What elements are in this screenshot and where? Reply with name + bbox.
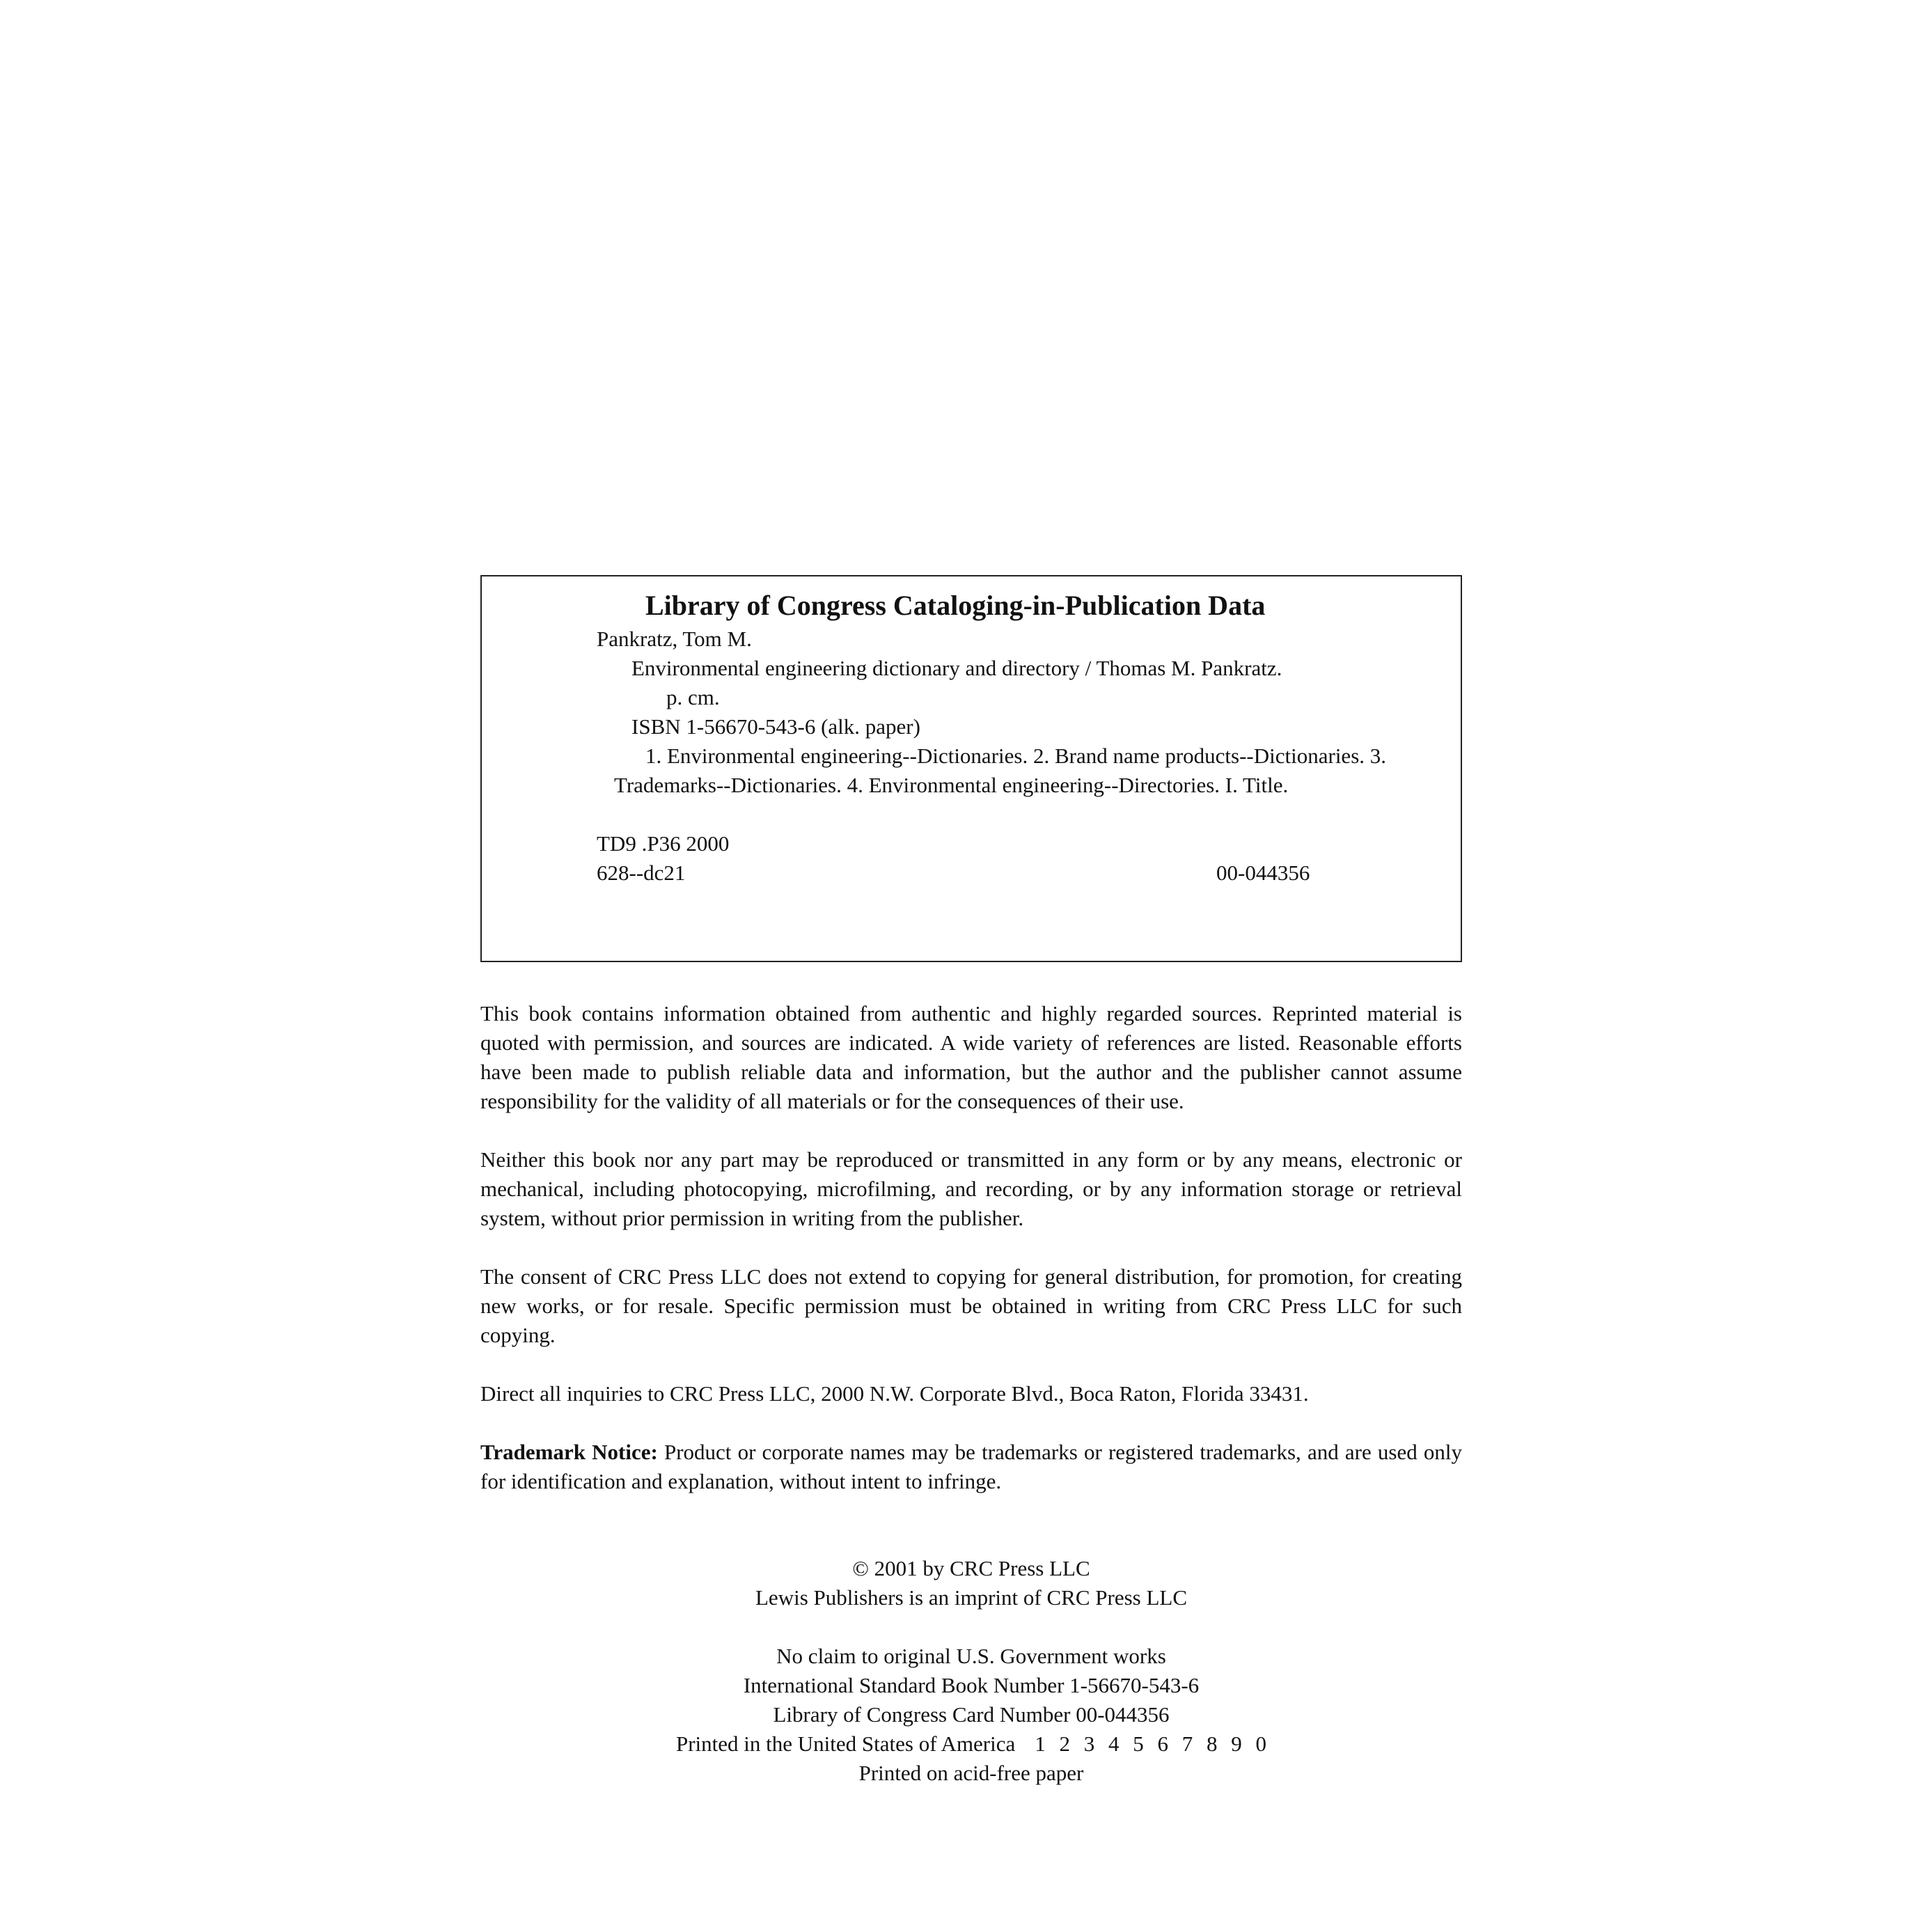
no-claim-line: No claim to original U.S. Government works (776, 1644, 1166, 1668)
isbn-line: International Standard Book Number 1-56670-543-6 (743, 1673, 1200, 1697)
legal-paragraph-sources: This book contains information obtained from authentic and highly regarded sources. Reprinted material is quoted with permission, and sources are indicated. A wide variety of references are listed. Reasonable efforts have been made to publish reliable data and information, but the author and the publisher cannot assume responsibility for the validity of all materials or for the consequences of their use. (480, 1001, 1462, 1113)
print-line-numbers: 1 2 3 4 5 6 7 8 9 0 (1035, 1731, 1267, 1756)
cip-collation: p. cm. (666, 685, 720, 709)
cip-dewey: 628--dc21 (597, 861, 686, 885)
legal-paragraph-inquiries: Direct all inquiries to CRC Press LLC, 2000 N.W. Corporate Blvd., Boca Raton, Florida 33431. (480, 1381, 1309, 1406)
printed-in-line (480, 1731, 1462, 1757)
cip-title: Library of Congress Cataloging-in-Publication Data (645, 590, 1266, 621)
cip-title-line: Environmental engineering dictionary and directory / Thomas M. Pankratz. (631, 656, 1282, 680)
trademark-notice-label: Trademark Notice: (480, 1440, 658, 1464)
copyright-line: © 2001 by CRC Press LLC (852, 1556, 1090, 1580)
trademark-notice (480, 1438, 1462, 1496)
lccn-line: Library of Congress Card Number 00-044356 (773, 1702, 1170, 1727)
cip-data-box (480, 575, 1462, 962)
acid-free-line: Printed on acid-free paper (858, 1761, 1084, 1785)
cip-isbn: ISBN 1-56670-543-6 (alk. paper) (631, 714, 920, 739)
trademark-notice-text: Product or corporate names may be trademarks or registered trademarks, and are used only for identification and explanation, without intent to infringe. (480, 1440, 1463, 1493)
legal-paragraph-consent: The consent of CRC Press LLC does not extend to copying for general distribution, for promotion, for creating new works, or for resale. Specific permission must be obtained in writing from CRC Press LLC for such copying. (480, 1264, 1462, 1347)
cip-lccn: 00-044356 (1216, 861, 1310, 885)
cip-subjects-line1: 1. Environmental engineering--Dictionaries. 2. Brand name products--Dictionaries. 3. (645, 744, 1387, 768)
imprint-line: Lewis Publishers is an imprint of CRC Press LLC (755, 1585, 1187, 1610)
legal-paragraph-reproduction: Neither this book nor any part may be reproduced or transmitted in any form or by any means, electronic or mechanical, including photocopying, microfilming, and recording, or by any information storage or retrieval system, without prior permission in writing from the publisher. (480, 1147, 1462, 1230)
cip-subjects-line2: Trademarks--Dictionaries. 4. Environmental engineering--Directories. I. Title. (614, 773, 1289, 797)
cip-author: Pankratz, Tom M. (597, 627, 752, 651)
cip-lc-class: TD9 .P36 2000 (597, 831, 730, 856)
printed-in-text: Printed in the United States of America (675, 1731, 1016, 1756)
